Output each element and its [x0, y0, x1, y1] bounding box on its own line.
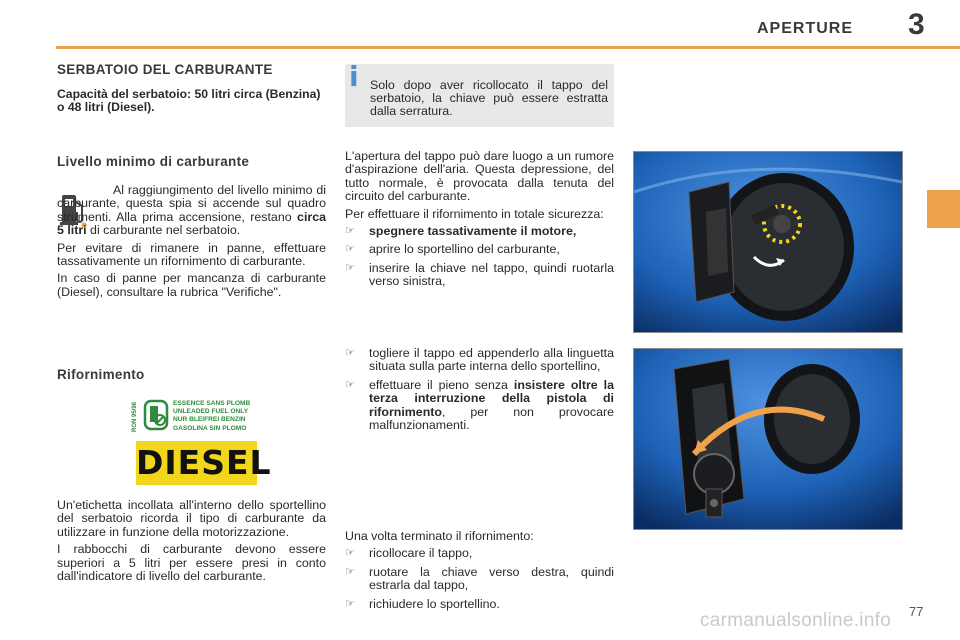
min-level-p1-b: di carburante nel serbatoio. [86, 223, 241, 238]
page-title: SERBATOIO DEL CARBURANTE [57, 62, 273, 77]
bullet-hand-icon: ☞ [345, 225, 355, 238]
refuel-p1: Un'etichetta incollata all'interno dello sportellino del serbatoio ricorda il tipo di carburante da utilizzare in funzione della motorizzazione. [57, 498, 326, 539]
list-item [345, 547, 614, 560]
step-text: , per non provocare malfunzionamenti. [369, 404, 614, 433]
min-level-p2: Per evitare di rimanere in panne, effettuare tassativamente un rifornimento di carburante. [57, 240, 326, 269]
end-intro: Una volta terminato il rifornimento: [345, 529, 534, 543]
step-text: ruotare la chiave verso destra, quindi estrarla dal tappo, [369, 564, 614, 593]
label-line: GASOLINA SIN PLOMO [173, 424, 247, 432]
fuel-cap-open-illustration [634, 152, 902, 332]
list-item [345, 379, 614, 433]
bullet-hand-icon: ☞ [345, 261, 355, 274]
label-line: UNLEADED FUEL ONLY [173, 408, 249, 416]
step-bold: insistere oltre la terza interruzione della pistola di rifornimento [369, 377, 614, 419]
step-bold: spegnere tassativamente il motore, [369, 224, 577, 239]
diesel-label [136, 441, 272, 485]
watermark: carmanualsonline.info [700, 610, 892, 631]
step-text: effettuare il pieno senza [369, 377, 514, 392]
min-level-p1-bold: circa 5 litri [57, 209, 326, 238]
label-line: ESSENCE SANS PLOMB [173, 400, 251, 407]
bullet-hand-icon: ☞ [345, 378, 355, 391]
min-level-text [57, 184, 326, 303]
bullet-hand-icon: ☞ [345, 347, 355, 359]
label-line: NUR BLEIFREI BENZIN [173, 416, 246, 424]
list-item [345, 598, 614, 611]
bullet-hand-icon: ☞ [345, 597, 355, 610]
diesel-text: DIESEL [136, 443, 272, 482]
unleaded-lines [173, 400, 250, 433]
list-item [345, 347, 614, 374]
refuel-steps-2 [345, 347, 614, 437]
step-text: inserire la chiave nel tappo, quindi ruotarla verso sinistra, [369, 260, 614, 289]
list-item [345, 262, 614, 289]
refuel-p2: I rabbocchi di carburante devono essere superiori a 5 litri per essere presi in conto dall'indicatore di livello del carburante. [57, 542, 326, 584]
section-title: APERTURE [757, 20, 854, 37]
bullet-hand-icon: ☞ [345, 547, 355, 560]
chapter-tab [927, 190, 960, 228]
min-level-heading: Livello minimo di carburante [57, 154, 250, 169]
page-number: 77 [909, 604, 924, 619]
step-text: richiudere lo sportellino. [369, 596, 500, 611]
bullet-hand-icon: ☞ [345, 243, 355, 256]
refuel-heading: Rifornimento [57, 367, 145, 382]
bullet-hand-icon: ☞ [345, 565, 355, 578]
info-text: Solo dopo aver ricollocato il tappo del serbatoio, la chiave può essere estratta dalla serratura. [370, 78, 608, 119]
ron-label: RON 95/98 [132, 401, 138, 432]
step-text: ricollocare il tappo, [369, 546, 473, 561]
intro-p2: Per effettuare il rifornimento in totale sicurezza: [345, 206, 604, 221]
info-icon: i [349, 60, 359, 93]
list-item [345, 566, 614, 593]
fuel-cap-hang-illustration [634, 349, 902, 529]
min-level-p3: In caso di panne per mancanza di carburante (Diesel), consultare la rubrica "Verifiche". [57, 271, 326, 299]
intro-p1: L'apertura del tappo può dare luogo a un rumore d'aspirazione dell'aria. Questa depressione, del tutto normale, è provocata dalla tenuta del circuito del carburante. [345, 149, 614, 204]
tank-capacity: Capacità del serbatoio: 50 litri circa (Benzina) o 48 litri (Diesel). [57, 87, 321, 115]
list-item [345, 225, 614, 238]
unleaded-label [134, 396, 261, 436]
fuel-cap-photo-hang [633, 348, 903, 530]
fuel-cap-photo-open [633, 151, 903, 333]
header-divider [56, 46, 960, 49]
step-text: aprire lo sportellino del carburante, [369, 242, 560, 257]
refuel-steps-3 [345, 530, 614, 616]
fuel-pump-icon [143, 399, 169, 431]
refuel-intro [345, 150, 614, 294]
refuel-text [57, 499, 326, 587]
list-item [345, 243, 614, 256]
step-text: togliere il tappo ed appenderlo alla linguetta situata sulla parte interna dello sportellino, [369, 346, 614, 374]
section-number: 3 [908, 8, 925, 41]
min-level-p1-a: Al raggiungimento del livello minimo di carburante, questa spia si accende sul quadro strumenti. Alla prima accensione, restano [57, 183, 326, 224]
